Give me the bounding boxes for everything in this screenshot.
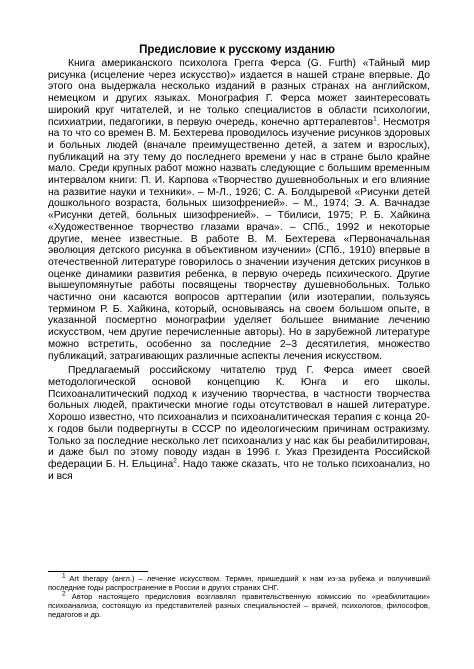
paragraph-2 (48, 365, 430, 482)
paragraph-1 (48, 58, 430, 362)
footnote-ref-1: 1 (373, 115, 377, 123)
footnote-1-text: Art therapy (англ.) – лечение искусством. Термин, пришедший к нам из-за рубежа и получивший последние годы распространение в России и других странах СНГ. (48, 574, 431, 592)
body-text (48, 58, 430, 482)
footnote-mark-2: 2 (62, 590, 66, 598)
paragraph-2-text-cont: . Надо также сказать, что не только психоанализ, но и вся (48, 458, 430, 482)
footnote-2 (48, 592, 430, 619)
footnote-ref-2: 2 (173, 457, 177, 465)
footnote-2-text: Автор настоящего предисловия возглавлял правительственную комиссию по «реабилитации» психоанализа, состоящую из представителей разных специальностей – врачей, психологов, философов, педагогов и др. (48, 592, 430, 619)
paragraph-2-text: Предлагаемый российскому читателю труд Г. Ферса имеет своей методологической основой концепцию К. Юнга и его школы. Психоаналитический подход к изучению творчества, в частности творчества больных людей, практически многие годы отсутствовал в нашей литературе. Хорошо известно, что психоанализ и психоаналитическая терапия с конца 20-х годов были подвергнуты в СССР по идеологическим причинам остракизму. Только за последние несколько лет психоанализ у нас как бы реабилитирован, и даже был по этому поводу издан в 1996 г. Указ Президента Российской федерации Б. Н. Ельцина (48, 365, 430, 470)
footnotes (48, 574, 430, 619)
footnote-mark-1: 1 (62, 572, 66, 580)
paragraph-1-text-cont: . Несмотря на то что со времен В. М. Бехтерева проводилось изучение рисунков здоровых и больных людей (вначале преимущественно детей, а затем и взрослых), публикаций на эту тему до последнего времени у нас в стране было крайне мало. Среди крупных работ можно назвать следующие с большим временным интервалом книги: П. И. Карпова «Творчество душевнобольных и его влияние на развитие науки и техники». – М-Л., 1926; С. А. Болдыревой «Рисунки детей дошкольного возраста, больных шизофренией». – М., 1974; Э. А. Вачнадзе «Рисунки детей, больных шизофренией». – Тбилиси, 1975; Р. Б. Хайкина «Художественное творчество глазами врача». – СПб., 1992 и некоторые другие, менее известные. В работе В. М. Бехтерева «Первоначальная эволюция детского рисунка в объективном изучении» (СПб., 1910) впервые в отечественной литературе говорилось о значении изучения детских рисунков в оценке динамики развития ребенка, в первую очередь психического. Другие вышеупомянутые работы посвящены творчеству душевнобольных. Только частично они касаются вопросов арттерапии (или изотерапии, пользуясь термином Р. Б. Хайкина, который, основываясь на своем большом опыте, в указанной посмертно монографии уделяет большее внимание лечению искусством, чем другие перечисленные авторы). Но в зарубежной литературе можно встретить, особенно за последние 2–3 десятилетия, множество публикаций, затрагивающих различные аспекты лечения искусством. (48, 116, 430, 362)
footnote-1 (48, 574, 430, 592)
page-title: Предисловие к русскому изданию (139, 44, 335, 56)
paragraph-1-text: Книга американского психолога Грегга Ферса (G. Furth) «Тайный мир рисунка (исцеление через искусство)» издается в нашей стране впервые. До этого она выдержала несколько изданий в разных странах на английском, немецком и других языках. Монография Г. Ферса может заинтересовать широкий круг читателей, и не только специалистов в области психологии, психиатрии, педагогики, в первую очередь, конечно арттерапевтов (48, 58, 430, 128)
